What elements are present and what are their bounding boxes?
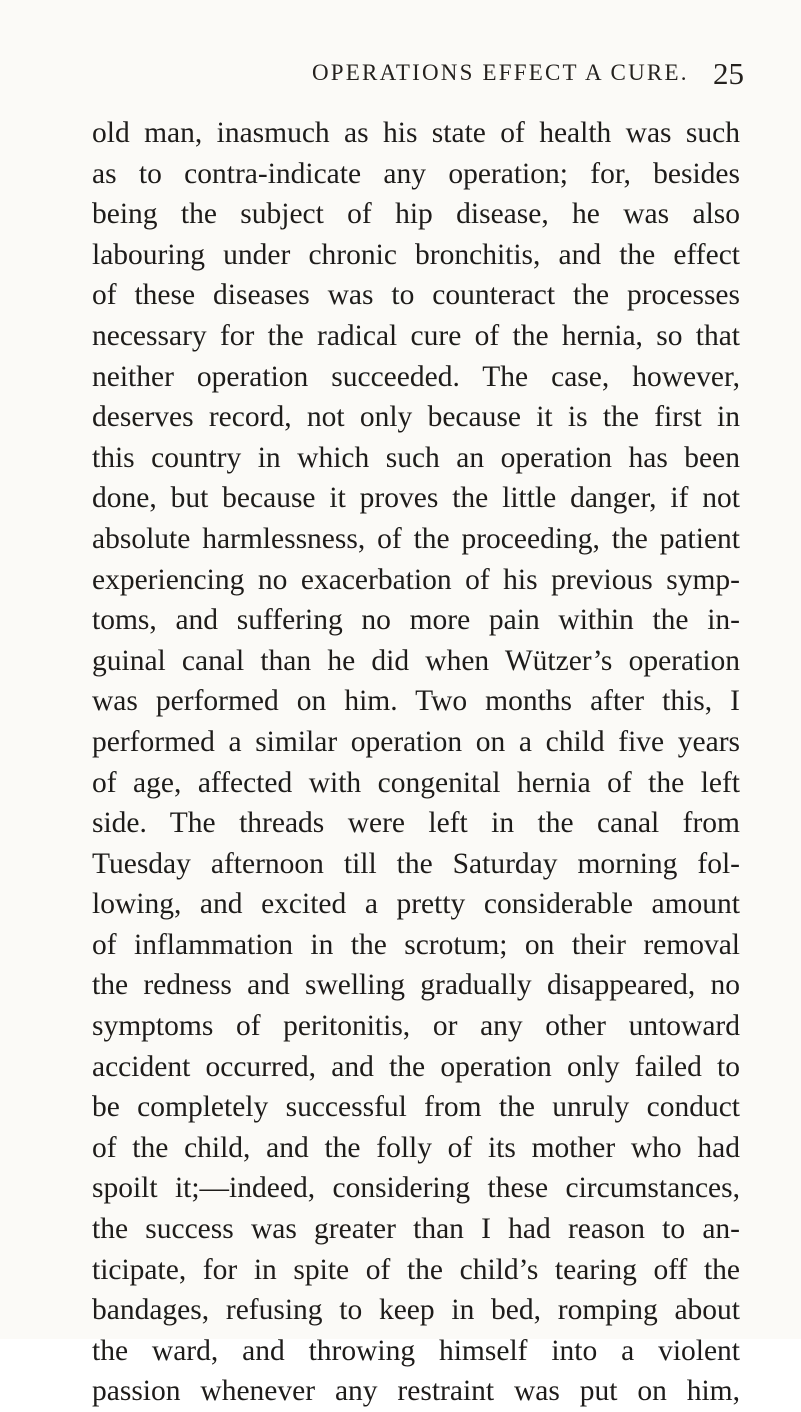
text-line: of these diseases was to counteract the processes [92,279,740,312]
text-line: this country in which such an operation has been [92,441,740,474]
text-line: of inflammation in the scrotum; on their removal [92,928,740,961]
text-line: guinal canal than he did when Wützer’s operation [92,644,740,677]
running-head [0,56,801,96]
text-line: accident occurred, and the operation only failed to [92,1050,740,1083]
text-line: necessary for the radical cure of the hernia, so that [92,319,740,352]
text-line: performed a similar operation on a child five years [92,725,740,758]
text-line: of age, affected with congenital hernia of the left [92,766,740,799]
body-text [92,113,740,1412]
text-line: neither operation succeeded. The case, however, [92,360,740,393]
text-line: ticipate, for in spite of the child’s tearing off the [92,1253,740,1286]
text-line: labouring under chronic bronchitis, and the effect [92,238,740,271]
text-line: absolute harmlessness, of the proceeding, the patient [92,522,740,555]
text-line: as to contra-indicate any operation; for, besides [92,157,740,190]
text-line: of the child, and the folly of its mother who had [92,1131,740,1164]
page-number: 25 [713,56,744,91]
text-line: experiencing no exacerbation of his previous symp- [92,563,740,596]
text-line: be completely successful from the unruly conduct [92,1091,740,1124]
running-title: OPERATIONS EFFECT A CURE. [312,60,689,85]
text-line: the redness and swelling gradually disappeared, no [92,969,740,1002]
text-line: spoilt it;—indeed, considering these circumstances, [92,1172,740,1205]
text-line: side. The threads were left in the canal from [92,807,740,840]
text-line: deserves record, not only because it is the first in [92,401,740,434]
text-line: old man, inasmuch as his state of health was such [92,117,740,149]
text-line: the ward, and throwing himself into a violent [92,1334,740,1367]
text-line: symptoms of peritonitis, or any other untoward [92,1010,740,1043]
text-line: lowing, and excited a pretty considerable amount [92,888,740,921]
text-line: bandages, refusing to keep in bed, romping about [92,1294,740,1327]
text-line: being the subject of hip disease, he was also [92,198,740,231]
text-line: was performed on him. Two months after this, I [92,685,740,718]
text-line: the success was greater than I had reason to an- [92,1213,740,1246]
text-line: toms, and suffering no more pain within the in- [92,604,740,637]
text-line: passion whenever any restraint was put on him, [92,1375,740,1408]
text-line: Tuesday afternoon till the Saturday morning fol- [92,847,740,880]
text-line: done, but because it proves the little danger, if not [92,482,740,515]
